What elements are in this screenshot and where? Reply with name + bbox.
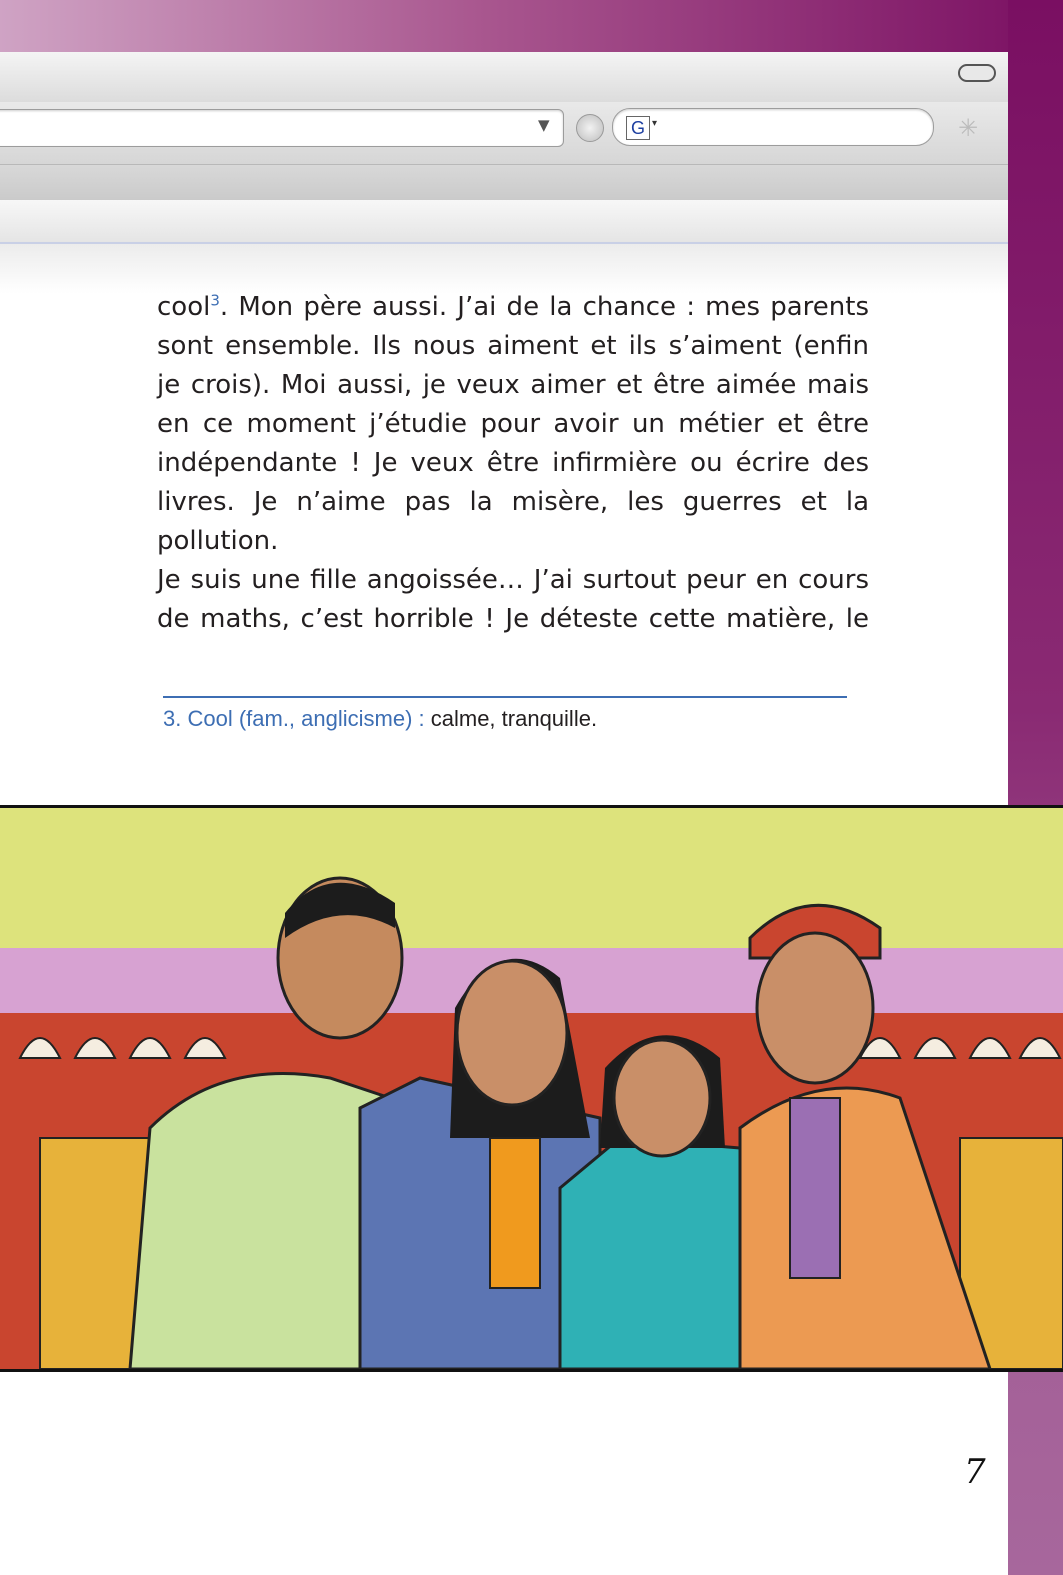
purple-background-top [0, 0, 1063, 52]
body-text [157, 288, 869, 639]
loading-spinner-icon: ✳ [958, 114, 979, 142]
stop-button[interactable] [576, 114, 604, 142]
search-input[interactable] [612, 108, 934, 146]
tab-strip [0, 200, 1008, 244]
search-engine-icon[interactable]: G [626, 116, 650, 140]
bookmarks-bar [0, 164, 1008, 202]
family-illustration [0, 805, 1063, 1372]
browser-titlebar [0, 52, 1008, 103]
paragraph-1 [157, 288, 869, 561]
footnote [163, 706, 597, 732]
address-bar[interactable] [0, 109, 564, 147]
paragraph-1-rest: . Mon père aussi. J’ai de la chance : mes parents sont ensemble. Ils nous aiment et ils s’aiment (enfin je crois). Moi aussi, je veux aimer et être aimée mais en ce moment j’étudie pour avoir un métier et être indépendante ! Je veux être infirmière ou écrire des livres. Je n’aime pas la misère, les guerres et la pollution. [157, 292, 869, 556]
paragraph-1-start: cool [157, 292, 211, 322]
content-top-fade [0, 244, 1008, 294]
url-dropdown-icon[interactable]: ▼ [538, 116, 550, 134]
footnote-reference[interactable]: 3 [210, 291, 220, 310]
footnote-term: 3. Cool (fam., anglicisme) : [163, 706, 431, 731]
footnote-divider [163, 696, 847, 698]
paragraph-2: Je suis une fille angoissée… J’ai surtout peur en cours de maths, c’est horrible ! Je déteste cette matière, le [157, 565, 869, 634]
search-engine-chevron-icon[interactable]: ▾ [652, 118, 658, 129]
toolbar-toggle-button[interactable] [958, 64, 996, 82]
page-number: 7 [964, 1452, 986, 1492]
footnote-definition: calme, tranquille. [430, 706, 598, 731]
